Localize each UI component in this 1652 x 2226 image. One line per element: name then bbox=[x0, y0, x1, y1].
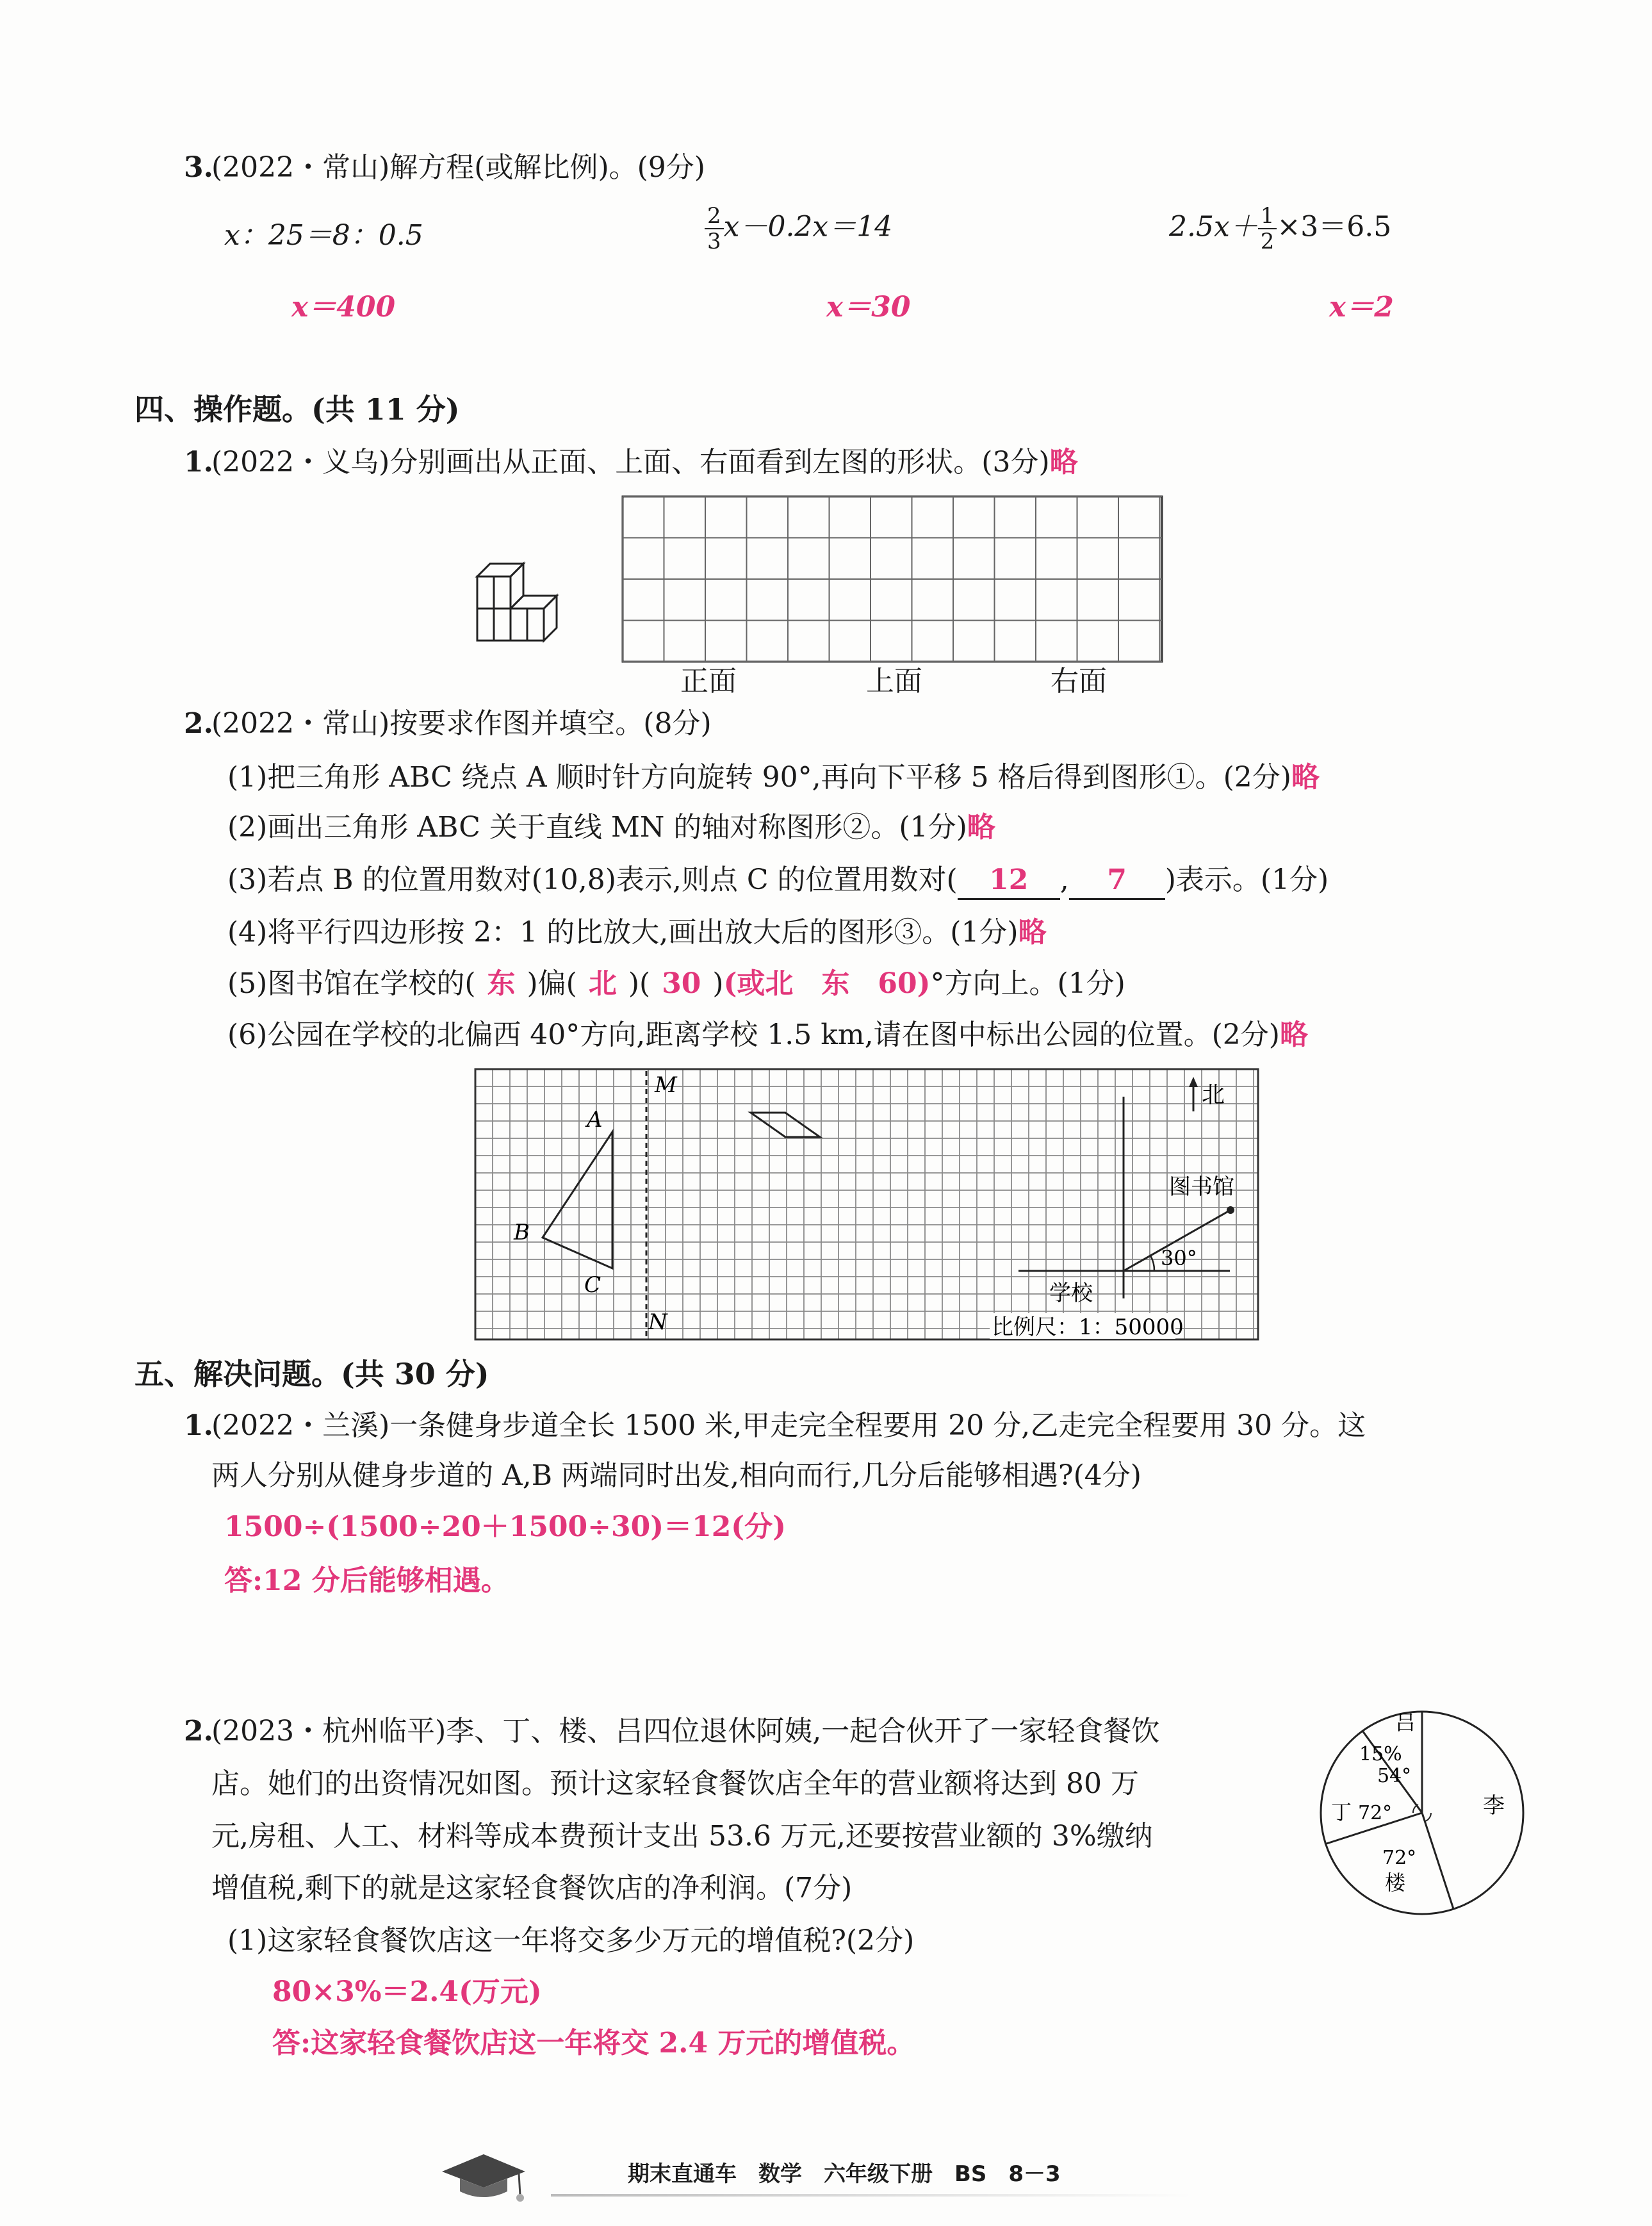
s5-q1-line-1: (2022・兰溪)一条健身步道全长 1500 米,甲走完全程要用 20 分,乙走完全程要用 30 分。这 bbox=[211, 1409, 1366, 1442]
footer-text: 期末直通车 数学 六年级下册 BS 8－3 bbox=[628, 2161, 1061, 2187]
q3-answer-1: x＝400 bbox=[291, 291, 396, 323]
section5-title: 五、解决问题。(共 30 分) bbox=[135, 1357, 489, 1391]
s5-q1-line-2: 两人分别从健身步道的 A,B 两端同时出发,相向而行,几分后能够相遇?(4分) bbox=[211, 1459, 1141, 1492]
triangle-abc bbox=[543, 1132, 612, 1268]
s4-q2-sub5-answer-alt: (或北 东 60) bbox=[723, 967, 931, 1000]
s5-q1-answer-1: 1500÷(1500÷20＋1500÷30)＝12(分) bbox=[224, 1510, 786, 1543]
label-scale: 比例尺：1：50000 bbox=[992, 1314, 1184, 1340]
label-front-view: 正面 bbox=[680, 665, 737, 698]
s5-q2-line-4: 增值税,剩下的就是这家轻食餐饮店的净利润。(7分) bbox=[211, 1872, 853, 1904]
label-right-view: 右面 bbox=[1051, 665, 1107, 698]
label-angle-30: 30° bbox=[1161, 1246, 1197, 1270]
s5-q2-answer-2: 答:这家轻食餐饮店这一年将交 2.4 万元的增值税。 bbox=[272, 2027, 915, 2059]
s4-q2-sub3-blank-2: 7 bbox=[1069, 862, 1165, 900]
s4-q2-sub6: (6)公园在学校的北偏西 40°方向,距离学校 1.5 km,请在图中标出公园的位置。(2分)略 bbox=[227, 1019, 1308, 1051]
label-c: C bbox=[584, 1272, 601, 1298]
s4-q2-sub5: (5)图书馆在学校的( 东 )偏( 北 )( 30 )(或北 东 60)°方向上。(1分) bbox=[227, 967, 1125, 1000]
parallelogram bbox=[751, 1113, 820, 1137]
q3-answer-2: x＝30 bbox=[826, 291, 911, 323]
pie-label-li: 李 bbox=[1483, 1793, 1505, 1819]
label-n: N bbox=[648, 1309, 667, 1335]
s4-q2-number: 2. bbox=[184, 707, 213, 740]
s5-q2-line-2: 店。她们的出资情况如图。预计这家轻食餐饮店全年的营业额将达到 80 万 bbox=[211, 1767, 1139, 1800]
s4-q2-sub2-answer: 略 bbox=[967, 811, 995, 844]
q3-eq3-fraction: $\frac{1}{2}$ bbox=[1258, 204, 1277, 254]
graduation-cap-icon bbox=[436, 2149, 532, 2207]
s4-q2-sub3: (3)若点 B 的位置用数对(10,8)表示,则点 C 的位置用数对( 12 , 7 )表示。(1分) bbox=[227, 862, 1329, 900]
pie-label-72deg-ding: 72° bbox=[1358, 1802, 1393, 1824]
q3-answer-3: x＝2 bbox=[1329, 291, 1394, 323]
s4-q1-number: 1. bbox=[184, 446, 213, 479]
pie-label-ding: 丁 bbox=[1331, 1800, 1352, 1824]
pie-label-72deg-lou: 72° bbox=[1382, 1847, 1417, 1869]
q3-equation-2: $\frac{2}{3}$ x－0.2x＝14 bbox=[705, 204, 892, 254]
footer-rule bbox=[551, 2194, 1191, 2197]
s5-q2-sub1: (1)这家轻食餐饮店这一年将交多少万元的增值税?(2分) bbox=[227, 1924, 915, 1957]
north-arrow-head bbox=[1189, 1077, 1198, 1087]
s4-q2-sub2: (2)画出三角形 ABC 关于直线 MN 的轴对称图形②。(1分)略 bbox=[227, 811, 995, 844]
s4-q1-answer: 略 bbox=[1049, 446, 1078, 479]
label-b: B bbox=[514, 1220, 530, 1245]
pie-label-lv: 吕 bbox=[1395, 1710, 1416, 1735]
s4-q2-sub1: (1)把三角形 ABC 绕点 A 顺时针方向旋转 90°,再向下平移 5 格后得到图形①。(2分)略 bbox=[227, 761, 1320, 794]
s5-q1-answer-2: 答:12 分后能够相遇。 bbox=[224, 1564, 509, 1597]
pie-label-54deg: 54° bbox=[1377, 1765, 1412, 1787]
s4-q2-sub5-answer-east: 东 bbox=[487, 967, 516, 1000]
label-library: 图书馆 bbox=[1169, 1174, 1234, 1200]
q3-eq2-fraction: $\frac{2}{3}$ bbox=[705, 204, 724, 254]
q3-header: (2022・常山)解方程(或解比例)。(9分) bbox=[211, 151, 705, 184]
label-north: 北 bbox=[1202, 1082, 1225, 1108]
s4-q2-text: (2022・常山)按要求作图并填空。(8分) bbox=[211, 707, 712, 740]
s5-q2-line-1: (2023・杭州临平)李、丁、楼、吕四位退休阿姨,一起合伙开了一家轻食餐饮 bbox=[211, 1715, 1160, 1747]
investment-pie-chart bbox=[1313, 1704, 1531, 1922]
q3-equation-1: x：25＝8：0.5 bbox=[224, 219, 423, 252]
coordinate-grid-figure bbox=[474, 1068, 1262, 1343]
label-school: 学校 bbox=[1049, 1281, 1093, 1306]
s4-q2-sub1-answer: 略 bbox=[1291, 761, 1320, 794]
cube-stack-figure bbox=[471, 551, 573, 647]
pie-label-15pct: 15% bbox=[1359, 1743, 1402, 1765]
s4-q2-sub5-answer-30: 30 bbox=[662, 967, 701, 1000]
section4-title: 四、操作题。(共 11 分) bbox=[135, 392, 460, 427]
s5-q2-answer-1: 80×3%＝2.4(万元) bbox=[272, 1976, 542, 2008]
s4-q1-text: (2022・义乌)分别画出从正面、上面、右面看到左图的形状。(3分)略 bbox=[211, 446, 1078, 479]
s4-q2-sub5-answer-north: 北 bbox=[588, 967, 617, 1000]
label-top-view: 上面 bbox=[866, 665, 922, 698]
label-a: A bbox=[587, 1107, 603, 1133]
pie-divider-lou bbox=[1422, 1813, 1453, 1909]
q3-number: 3. bbox=[184, 151, 213, 184]
s4-q2-sub4: (4)将平行四边形按 2：1 的比放大,画出放大后的图形③。(1分)略 bbox=[227, 916, 1047, 949]
s5-q2-number: 2. bbox=[184, 1715, 213, 1747]
s5-q2-line-3: 元,房租、人工、材料等成本费预计支出 53.6 万元,还要按营业额的 3%缴纳 bbox=[211, 1820, 1153, 1853]
s5-q1-number: 1. bbox=[184, 1409, 213, 1442]
s4-q2-sub3-blank-1: 12 bbox=[958, 862, 1060, 900]
angle-arc bbox=[1150, 1256, 1154, 1271]
three-view-grid bbox=[621, 495, 1166, 668]
q3-equation-3: 2.5x＋ $\frac{1}{2}$ ×3＝6.5 bbox=[1169, 203, 1392, 254]
library-point bbox=[1227, 1206, 1234, 1214]
label-m: M bbox=[655, 1072, 677, 1098]
s4-q2-sub6-answer: 略 bbox=[1279, 1019, 1308, 1051]
pie-label-lou: 楼 bbox=[1385, 1870, 1406, 1895]
s4-q2-sub4-answer: 略 bbox=[1018, 916, 1047, 949]
